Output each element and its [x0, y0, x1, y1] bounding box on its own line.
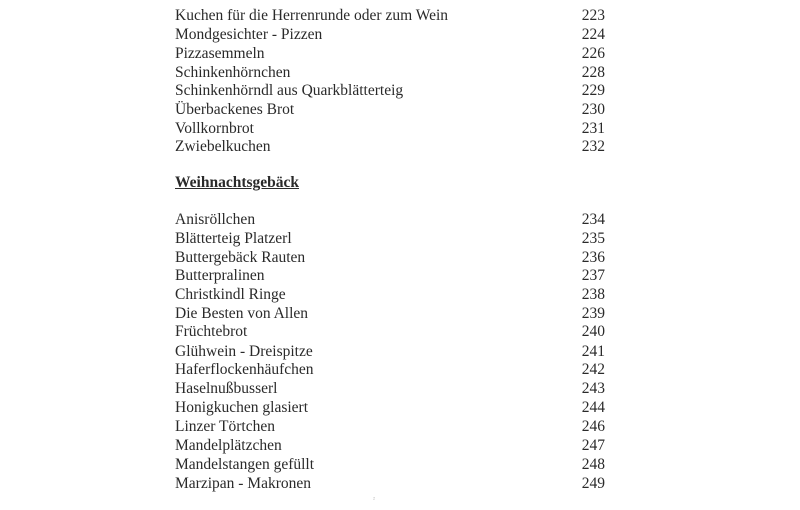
entry-page-number: 242 [581, 361, 605, 378]
entry-page-number: 226 [581, 45, 605, 62]
entry-page-number: 232 [581, 138, 605, 155]
toc-entry [175, 304, 605, 323]
entry-page-number: 243 [581, 380, 605, 397]
toc-entry [175, 342, 605, 361]
entry-page-number: 241 [581, 343, 605, 360]
entry-page-number: 235 [581, 230, 605, 247]
toc-entry [175, 266, 605, 285]
entry-title: Kuchen für die Herrenrunde oder zum Wein [175, 7, 449, 24]
toc-entry [175, 81, 605, 100]
entry-page-number: 229 [581, 82, 605, 99]
toc-entry [175, 322, 605, 341]
toc-entry [175, 100, 605, 119]
entry-title: Früchtebrot [175, 323, 248, 340]
entry-title: Glühwein - Dreispitze [175, 343, 313, 360]
toc-entry [175, 379, 605, 398]
entry-title: Linzer Törtchen [175, 418, 275, 435]
toc-entry [175, 455, 605, 474]
entry-title: Mondgesichter - Pizzen [175, 26, 323, 43]
entry-page-number: 237 [581, 267, 605, 284]
scan-mark: ² [373, 497, 375, 503]
entry-title: Blätterteig Platzerl [175, 230, 292, 247]
entry-page-number: 238 [581, 286, 605, 303]
entry-page-number: 223 [581, 7, 605, 24]
entry-page-number: 224 [581, 26, 605, 43]
toc-entry [175, 436, 605, 455]
entry-title: Mandelplätzchen [175, 437, 282, 454]
entry-title: Die Besten von Allen [175, 305, 309, 322]
entry-page-number: 244 [581, 399, 605, 416]
entry-title: Pizzasemmeln [175, 45, 265, 62]
entry-title: Marzipan - Makronen [175, 475, 312, 492]
entry-page-number: 234 [581, 211, 605, 228]
entry-page-number: 239 [581, 305, 605, 322]
entry-title: Schinkenhörnchen [175, 64, 291, 81]
toc-entry [175, 248, 605, 267]
entry-page-number: 236 [581, 249, 605, 266]
entry-title: Vollkornbrot [175, 120, 254, 137]
toc-entry [175, 210, 605, 229]
entry-page-number: 246 [581, 418, 605, 435]
toc-entry [175, 137, 605, 156]
entry-page-number: 240 [581, 323, 605, 340]
toc-entry [175, 44, 605, 63]
toc-entry [175, 285, 605, 304]
entry-page-number: 247 [581, 437, 605, 454]
toc-entry [175, 398, 605, 417]
entry-title: Buttergebäck Rauten [175, 249, 306, 266]
entry-title: Anisröllchen [175, 211, 256, 228]
toc-entry [175, 6, 605, 25]
entry-title: Zwiebelkuchen [175, 138, 271, 155]
entry-page-number: 231 [581, 120, 605, 137]
section-heading: Weihnachtsgebäck [175, 174, 300, 191]
entry-title: Haferflockenhäufchen [175, 361, 314, 378]
toc-entry [175, 417, 605, 436]
entry-title: Überbackenes Brot [175, 101, 295, 118]
entry-page-number: 248 [581, 456, 605, 473]
toc-entry [175, 360, 605, 379]
entry-page-number: 249 [581, 475, 605, 492]
toc-entry [175, 119, 605, 138]
toc-entry [175, 25, 605, 44]
entry-title: Schinkenhörndl aus Quarkblätterteig [175, 82, 404, 99]
entry-title: Mandelstangen gefüllt [175, 456, 315, 473]
entry-page-number: 228 [581, 64, 605, 81]
entry-title: Butterpralinen [175, 267, 265, 284]
entry-title: Honigkuchen glasiert [175, 399, 309, 416]
entry-title: Haselnußbusserl [175, 380, 278, 397]
toc-entry [175, 229, 605, 248]
toc-entry [175, 63, 605, 82]
entry-title: Christkindl Ringe [175, 286, 286, 303]
toc-entry [175, 474, 605, 493]
entry-page-number: 230 [581, 101, 605, 118]
